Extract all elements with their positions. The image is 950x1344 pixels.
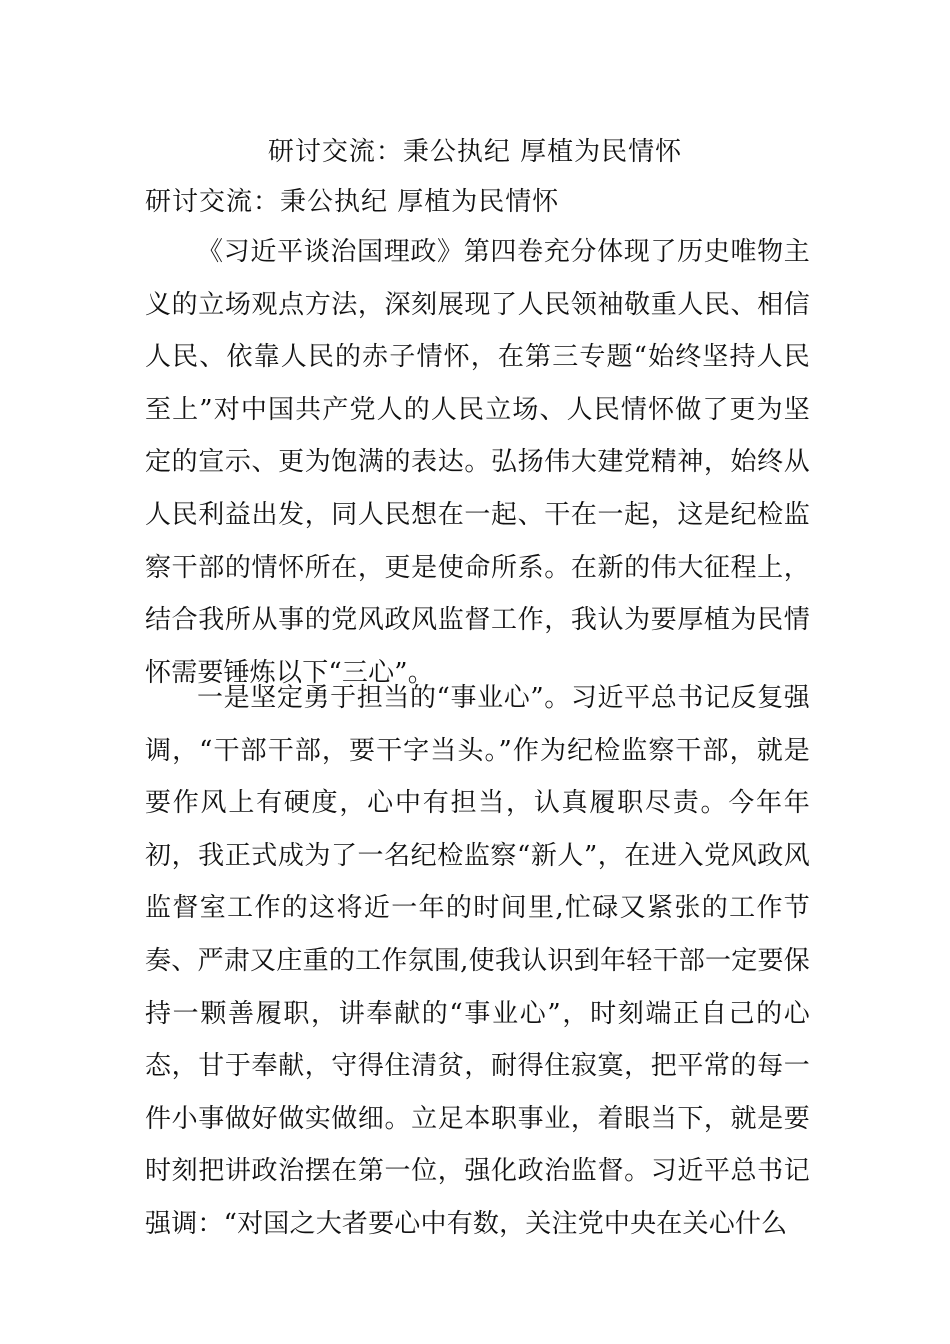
paragraph-2: 一是坚定勇于担当的“事业心”。习近平总书记反复强调，“干部干部，要干字当头。”作为纪检监察干部，就是要作风上有硬度，心中有担当，认真履职尽责。今年年初，我正式成为了一名纪检监察“新人”，在进入党风政风监督室工作的这将近一年的时间里,忙碌又紧张的工作节奏、严肃又庄重的工作氛围,使我认识到年轻干部一定要保持一颗善履职，讲奉献的“事业心”，时刻端正自己的心态，甘于奉献，守得住清贫，耐得住寂寞，把平常的每一件小事做好做实做细。立足本职事业，着眼当下，就是要时刻把讲政治摆在第一位，强化政治监督。习近平总书记强调：“对国之大者要心中有数，关注党中央在关心什么 [145,683,810,1239]
document-subtitle: 研讨交流：秉公执纪 厚植为民情怀 [145,187,560,217]
paragraph-1: 《习近平谈治国理政》第四卷充分体现了历史唯物主义的立场观点方法，深刻展现了人民领袖敬重人民、相信人民、依靠人民的赤子情怀，在第三专题“始终坚持人民至上”对中国共产党人的人民立场、人民情怀做了更为坚定的宣示、更为饱满的表达。弘扬伟大建党精神，始终从人民利益出发，同人民想在一起、干在一起，这是纪检监察干部的情怀所在，更是使命所系。在新的伟大征程上，结合我所从事的党风政风监督工作，我认为要厚植为民情怀需要锤炼以下“三心”。 [145,237,810,688]
document-title: 研讨交流：秉公执纪 厚植为民情怀 [267,137,683,167]
